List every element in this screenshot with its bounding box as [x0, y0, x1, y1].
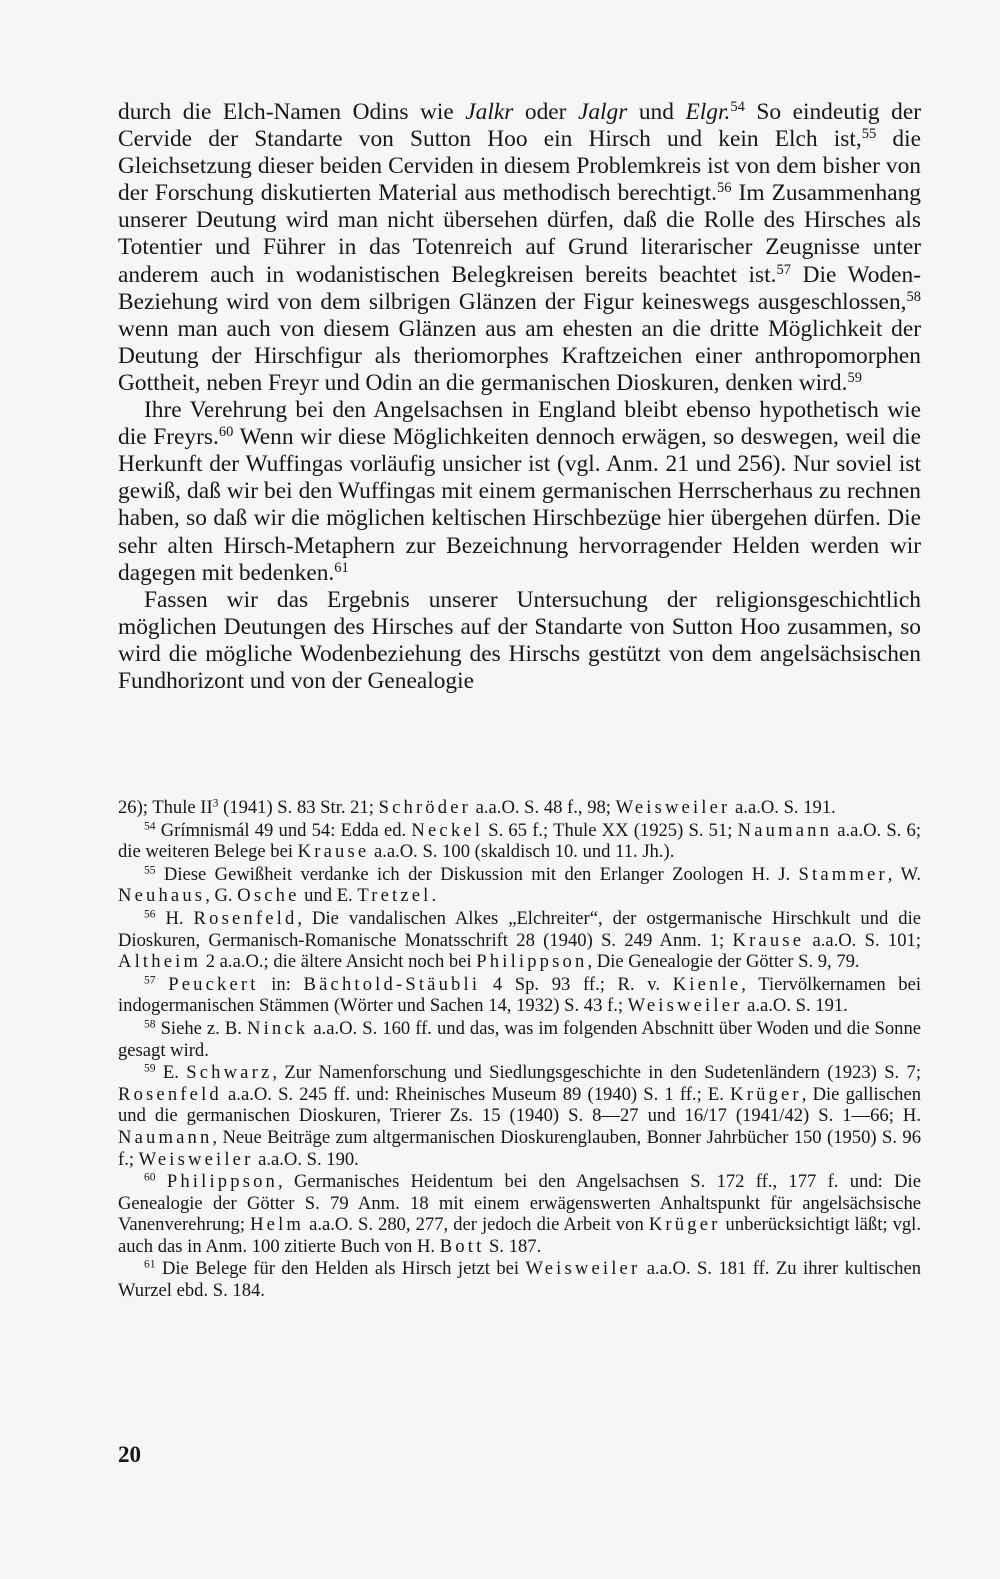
footnote-ref-54[interactable]: 54 — [730, 99, 745, 116]
footnote-number: 56 — [144, 908, 156, 921]
main-text — [118, 99, 921, 695]
paragraph-3: Fassen wir das Ergebnis unserer Untersuchung der religionsgeschichtlich möglichen Deutungen des Hirsches auf der Standarte von Sutton Hoo zusammen, so wird die mögliche Wodenbeziehung des Hirschs gestützt von dem angelsächsischen Fundhorizont und von der Genealogie — [118, 586, 921, 694]
footnote-56: $^{56}$ H. Rosenfeld, Die vandalischen Alkes „Elchreiter“, der ostgermanische Hirschkult und die Dioskuren, Germanisch-Romanische Monatsschrift 28 (1940) S. 249 Anm. 1; Krause a.a.O. S. 101; Altheim 2 a.a.O.; die ältere Ansicht noch bei Philippson, Die Genealogie der Götter S. 9, 79. — [118, 907, 922, 973]
footnote-61: $^{61}$ Die Belege für den Helden als Hirsch jetzt bei Weisweiler a.a.O. S. 181 ff. Zu ihrer kultischen Wurzel ebd. S. 184. — [118, 1258, 921, 1302]
footnote-ref-60[interactable]: 60 — [218, 424, 234, 441]
footnote-number: 55 — [144, 864, 156, 877]
footnote-number: 60 — [144, 1171, 156, 1184]
footnote-59: $^{59}$ E. Schwarz, Zur Namenforschung und Siedlungsgeschichte in den Sudetenländern (1923) S. 7; Rosenfeld a.a.O. S. 245 ff. und: Rheinisches Museum 89 (1940) S. 1 ff.; E. Krüger, Die gallischen und die germanischen Dioskuren, Trierer Zs. 15 (1940) S. 8—27 und 16/17 (1941/42) S. 1—66; H. Naumann, Neue Beiträge zum altgermanischen Dioskurenglauben, Bonner Jahrbücher 150 (1950) S. 96 f.; Weisweiler a.a.O. S. 190. — [118, 1062, 921, 1170]
footnote-ref-59[interactable]: 59 — [847, 369, 862, 386]
footnote-55: $^{55}$ Diese Gewißheit verdanke ich der Diskussion mit den Erlanger Zoologen H. J. Stammer, W. Neuhaus, G. Osche und E. Tretzel. — [118, 863, 921, 907]
page-number: 20 — [118, 1442, 141, 1467]
footnotes — [118, 797, 921, 1302]
footnote-number: 59 — [144, 1062, 156, 1075]
footnote-58: $^{58}$ Siehe z. B. Ninck a.a.O. S. 160 ff. und das, was im folgenden Abschnitt über Woden und die Sonne gesagt wird. — [118, 1017, 921, 1061]
footnote-ref-57[interactable]: 57 — [776, 261, 791, 278]
paragraph-1: durch die Elch-Namen Odins wie Jalkr oder Jalgr und Elgr.$^{54}$ So eindeutig der Cervide der Standarte von Sutton Hoo ein Hirsch und kein Elch ist,$^{55}$ die Gleichsetzung dieser beiden Cerviden in diesem Problemkreis ist von dem bisher von der Forschung diskutierten Material aus methodisch berechtigt.$^{56}$ Im Zusammenhang unserer Deutung wird man nicht übersehen dürfen, daß die Rolle des Hirsches als Totentier und Führer in das Totenreich auf Grund literarischer Zeugnisse unter anderem auch in wodanistischen Belegkreisen bereits beachtet ist.$^{57}$ Die Woden-Beziehung wird von dem silbrigen Glänzen der Figur keineswegs ausgeschlossen,$^{58}$ wenn man auch von diesem Glänzen aus am ehesten an die dritte Möglichkeit der Deutung der Hirschfigur als theriomorphes Kraftzeichen einer anthropomorphen Gottheit, neben Freyr und Odin an die germanischen Dioskuren, denken wird.$^{59}$ — [118, 99, 922, 396]
footnote-ref-55[interactable]: 55 — [861, 126, 877, 143]
footnote-number: 54 — [144, 820, 156, 833]
footnote-number: 58 — [144, 1018, 156, 1031]
footnote-number: 61 — [144, 1259, 156, 1272]
footnote-number: 57 — [144, 974, 156, 987]
footnote-ref-56[interactable]: 56 — [717, 180, 732, 197]
paragraph-2: Ihre Verehrung bei den Angelsachsen in England bleibt ebenso hypothetisch wie die Freyrs.$^{60}$ Wenn wir diese Möglichkeiten dennoch erwägen, so deswegen, weil die Herkunft der Wuffingas vorläufig unsicher ist (vgl. Anm. 21 und 256). Nur soviel ist gewiß, daß wir bei den Wuffingas mit einem germanischen Herrscherhaus zu rechnen haben, so daß wir die möglichen keltischen Hirschbezüge hier übergehen dürfen. Die sehr alten Hirsch-Metaphern zur Bezeichnung hervorragender Helden werden wir dagegen mit bedenken.$^{61}$ — [118, 397, 921, 586]
footnote-54: $^{54}$ Grímnismál 49 und 54: Edda ed. Neckel S. 65 f.; Thule XX (1925) S. 51; Naumann a.a.O. S. 6; die weiteren Belege bei Krause a.a.O. S. 100 (skaldisch 10. und 11. Jh.). — [118, 819, 921, 863]
footnote-57: $^{57}$ Peuckert in: Bächtold-Stäubli 4 Sp. 93 ff.; R. v. Kienle, Tiervölkernamen bei indogermanischen Stämmen (Wörter und Sachen 14, 1932) S. 43 f.; Weisweiler a.a.O. S. 191. — [118, 973, 922, 1017]
footnote-60: $^{60}$ Philippson, Germanisches Heidentum bei den Angelsachsen S. 172 ff., 177 f. und: Die Genealogie der Götter S. 79 Anm. 18 mit einem erwägenswerten Anhaltspunkt für angelsächsische Vanenverehrung; Helm a.a.O. S. 280, 277, der jedoch die Arbeit von Krüger unberücksichtigt läßt; vgl. auch das in Anm. 100 zitierte Buch von H. Bott S. 187. — [118, 1171, 921, 1257]
footnote-ref-61[interactable]: 61 — [334, 559, 349, 576]
footnote-ref-58[interactable]: 58 — [906, 288, 921, 305]
footnote-continuation: 26); Thule $II^3$ (1941) S. 83 Str. 21; Schröder a.a.O. S. 48 f., 98; Weisweiler a.a.O. S. 191. — [118, 797, 836, 818]
